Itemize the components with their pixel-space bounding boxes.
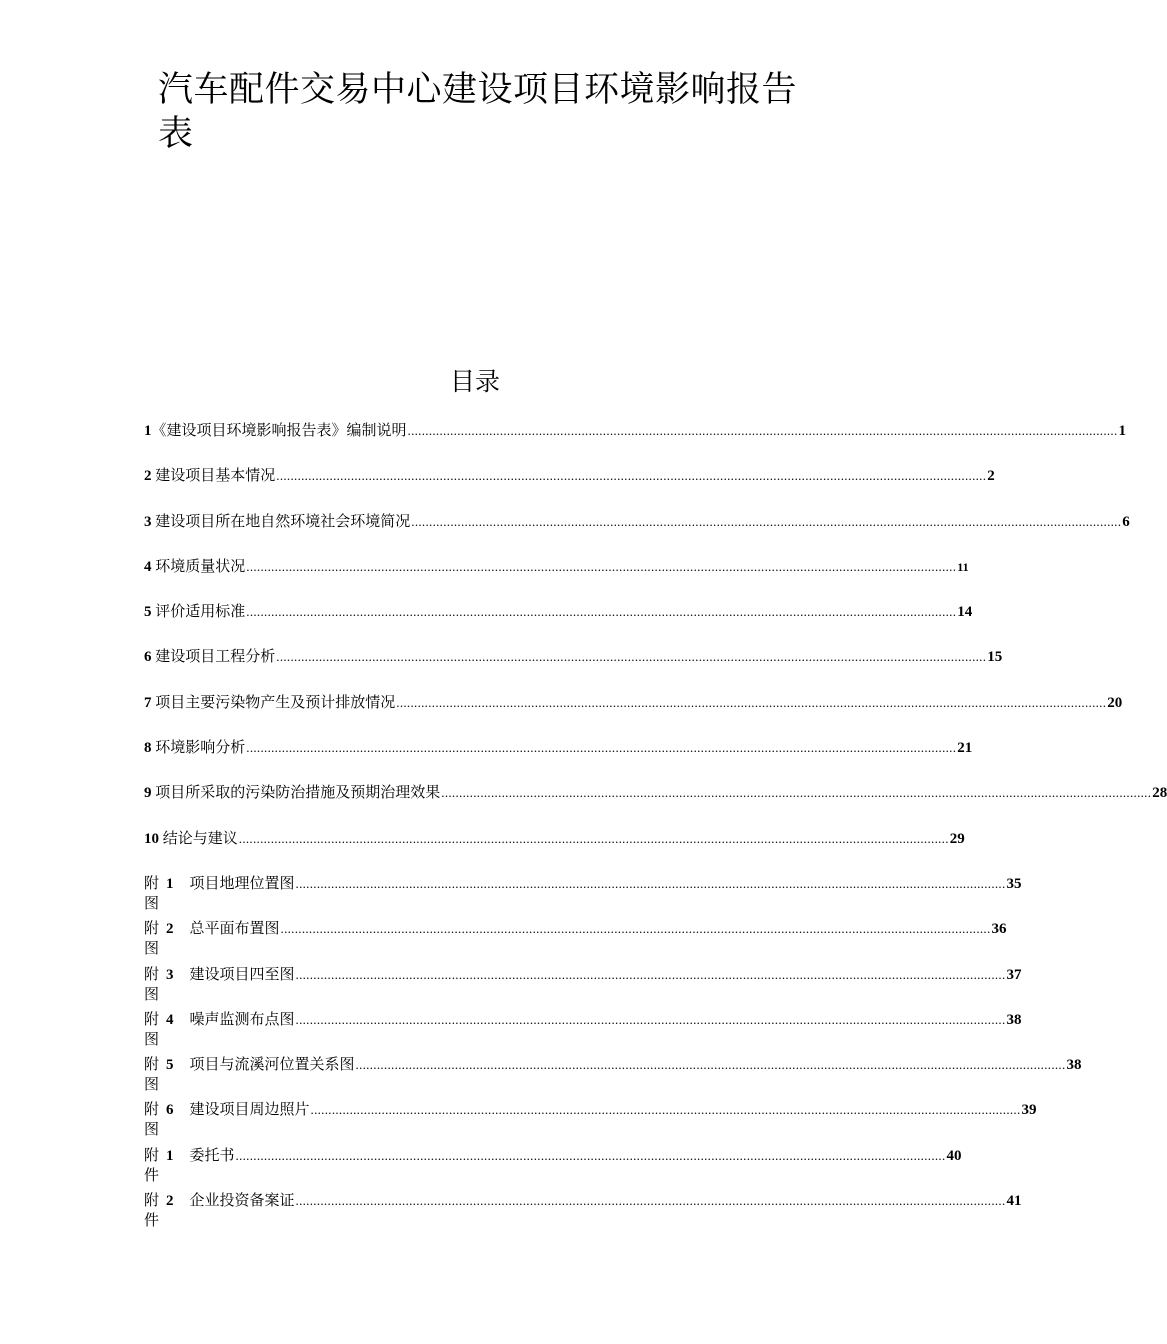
toc-entry-page: 36 — [991, 921, 1007, 938]
toc-annex-label: 噪声监测布点图 — [189, 1009, 295, 1028]
toc-entry-number: 9 — [144, 785, 156, 802]
toc-entry-number: 5 — [144, 604, 156, 621]
toc-entry[interactable] — [144, 420, 1127, 465]
toc-annex-number: 4 — [166, 1011, 174, 1028]
toc-entry-label: 项目主要污染物产生及预计排放情况 — [155, 692, 396, 711]
toc-entry[interactable] — [144, 737, 973, 782]
toc-entry-number: 7 — [144, 694, 156, 711]
toc-entry-number: 4 — [144, 558, 156, 575]
toc-annex-entry[interactable] — [144, 1009, 1022, 1054]
toc-entry[interactable] — [144, 465, 995, 510]
toc-entry-number: 3 — [144, 513, 156, 530]
toc-leader-dots: ........................................................................................................................................................................................................ — [238, 830, 949, 846]
toc-entry-number: 8 — [144, 740, 156, 757]
toc-leader-dots: ........................................................................................................................................................................................................ — [295, 875, 1006, 891]
toc-leader-dots: ........................................................................................................................................................................................................ — [276, 649, 987, 665]
toc-annex-entry[interactable] — [144, 964, 1022, 1009]
document-title: 汽车配件交易中心建设项目环境影响报告表 — [158, 70, 798, 154]
toc-leader-dots: ........................................................................................................................................................................................................ — [246, 558, 957, 574]
toc-entry-number: 1 — [144, 423, 152, 439]
toc-entry-label: 项目所采取的污染防治措施及预期治理效果 — [155, 783, 441, 802]
toc-entry-page: 37 — [1006, 966, 1022, 983]
toc-entry-number: 10 — [144, 830, 163, 847]
table-of-contents — [144, 420, 1167, 1235]
toc-annex-label: 企业投资备案证 — [189, 1191, 295, 1210]
toc-annex-entry[interactable] — [144, 1054, 1082, 1099]
toc-leader-dots: ........................................................................................................................................................................................................ — [441, 785, 1152, 801]
toc-leader-dots: ........................................................................................................................................................................................................ — [280, 921, 991, 937]
toc-entry-page: 40 — [946, 1147, 962, 1164]
toc-entry-number: 6 — [144, 649, 156, 666]
toc-annex-prefix: 附件 — [144, 1191, 160, 1230]
toc-entry[interactable] — [144, 556, 969, 601]
toc-annex-label: 建设项目周边照片 — [189, 1100, 310, 1119]
toc-entry-page: 28 — [1152, 785, 1167, 802]
toc-entry[interactable] — [144, 511, 1130, 556]
toc-entry[interactable] — [144, 828, 965, 873]
toc-leader-dots: ........................................................................................................................................................................................................ — [276, 468, 987, 484]
toc-entry[interactable] — [144, 646, 1003, 691]
toc-annex-entry[interactable] — [144, 918, 1007, 963]
toc-annex-label: 项目与流溪河位置关系图 — [189, 1055, 355, 1074]
toc-annex-label: 项目地理位置图 — [189, 873, 295, 892]
toc-leader-dots: ........................................................................................................................................................................................................ — [246, 604, 957, 620]
toc-entry[interactable] — [144, 601, 973, 646]
toc-annex-prefix: 附图 — [144, 919, 160, 958]
toc-entry-page: 14 — [957, 604, 973, 621]
toc-heading: 目录 — [449, 367, 500, 396]
toc-leader-dots: ........................................................................................................................................................................................................ — [407, 423, 1118, 438]
toc-annex-label: 总平面布置图 — [189, 919, 280, 938]
toc-leader-dots: ........................................................................................................................................................................................................ — [295, 966, 1006, 982]
toc-entry-page: 20 — [1107, 694, 1123, 711]
toc-annex-prefix: 附图 — [144, 964, 160, 1003]
toc-annex-label: 委托书 — [189, 1145, 235, 1164]
toc-entry-page: 35 — [1006, 875, 1022, 892]
toc-annex-entry[interactable] — [144, 1145, 962, 1190]
toc-leader-dots: ........................................................................................................................................................................................................ — [411, 513, 1122, 529]
toc-entry-label: 环境影响分析 — [155, 738, 246, 757]
toc-entry-label: 结论与建议 — [162, 828, 238, 847]
toc-annex-entry[interactable] — [144, 1190, 1022, 1235]
toc-annex-prefix: 附图 — [144, 1009, 160, 1048]
toc-entry-page: 6 — [1122, 513, 1130, 530]
toc-annex-number: 1 — [166, 875, 174, 892]
toc-entry-label: 评价适用标准 — [155, 602, 246, 621]
toc-entry-page: 38 — [1006, 1011, 1022, 1028]
toc-annex-number: 6 — [166, 1102, 174, 1119]
toc-annex-label: 建设项目四至图 — [189, 964, 295, 983]
toc-entry-page: 11 — [957, 559, 969, 574]
toc-leader-dots: ........................................................................................................................................................................................................ — [396, 694, 1107, 710]
toc-leader-dots: ........................................................................................................................................................................................................ — [295, 1011, 1006, 1027]
toc-entry-page: 15 — [987, 649, 1003, 666]
toc-leader-dots: ........................................................................................................................................................................................................ — [235, 1147, 946, 1163]
toc-annex-number: 2 — [166, 921, 174, 938]
toc-annex-number: 1 — [166, 1147, 174, 1164]
toc-leader-dots: ........................................................................................................................................................................................................ — [310, 1102, 1021, 1118]
toc-annex-number: 2 — [166, 1193, 174, 1210]
toc-entry-label: 环境质量状况 — [155, 556, 246, 575]
toc-entry[interactable] — [144, 782, 1167, 827]
toc-annex-prefix: 附图 — [144, 873, 160, 912]
toc-annex-prefix: 附图 — [144, 1100, 160, 1139]
toc-entry-page: 1 — [1118, 423, 1127, 439]
toc-entry-page: 29 — [949, 830, 965, 847]
toc-annex-prefix: 附图 — [144, 1055, 160, 1094]
toc-annex-number: 3 — [166, 966, 174, 983]
toc-entry-label: 建设项目所在地自然环境社会环境简况 — [155, 511, 411, 530]
toc-entry-label: 建设项目工程分析 — [155, 647, 276, 666]
toc-entry-page: 2 — [987, 468, 995, 485]
toc-entry-label: 《建设项目环境影响报告表》编制说明 — [151, 421, 407, 439]
toc-leader-dots: ........................................................................................................................................................................................................ — [246, 740, 957, 756]
toc-annex-prefix: 附件 — [144, 1145, 160, 1184]
toc-entry-page: 38 — [1066, 1057, 1082, 1074]
toc-annex-entry[interactable] — [144, 873, 1022, 918]
toc-entry-page: 21 — [957, 740, 973, 757]
toc-entry-page: 41 — [1006, 1193, 1022, 1210]
toc-annex-number: 5 — [166, 1057, 174, 1074]
toc-entry-number: 2 — [144, 468, 156, 485]
toc-entry-page: 39 — [1021, 1102, 1037, 1119]
toc-entry[interactable] — [144, 692, 1123, 737]
toc-leader-dots: ........................................................................................................................................................................................................ — [295, 1193, 1006, 1209]
toc-leader-dots: ........................................................................................................................................................................................................ — [355, 1057, 1066, 1073]
toc-annex-entry[interactable] — [144, 1099, 1037, 1144]
toc-entry-label: 建设项目基本情况 — [155, 466, 276, 485]
